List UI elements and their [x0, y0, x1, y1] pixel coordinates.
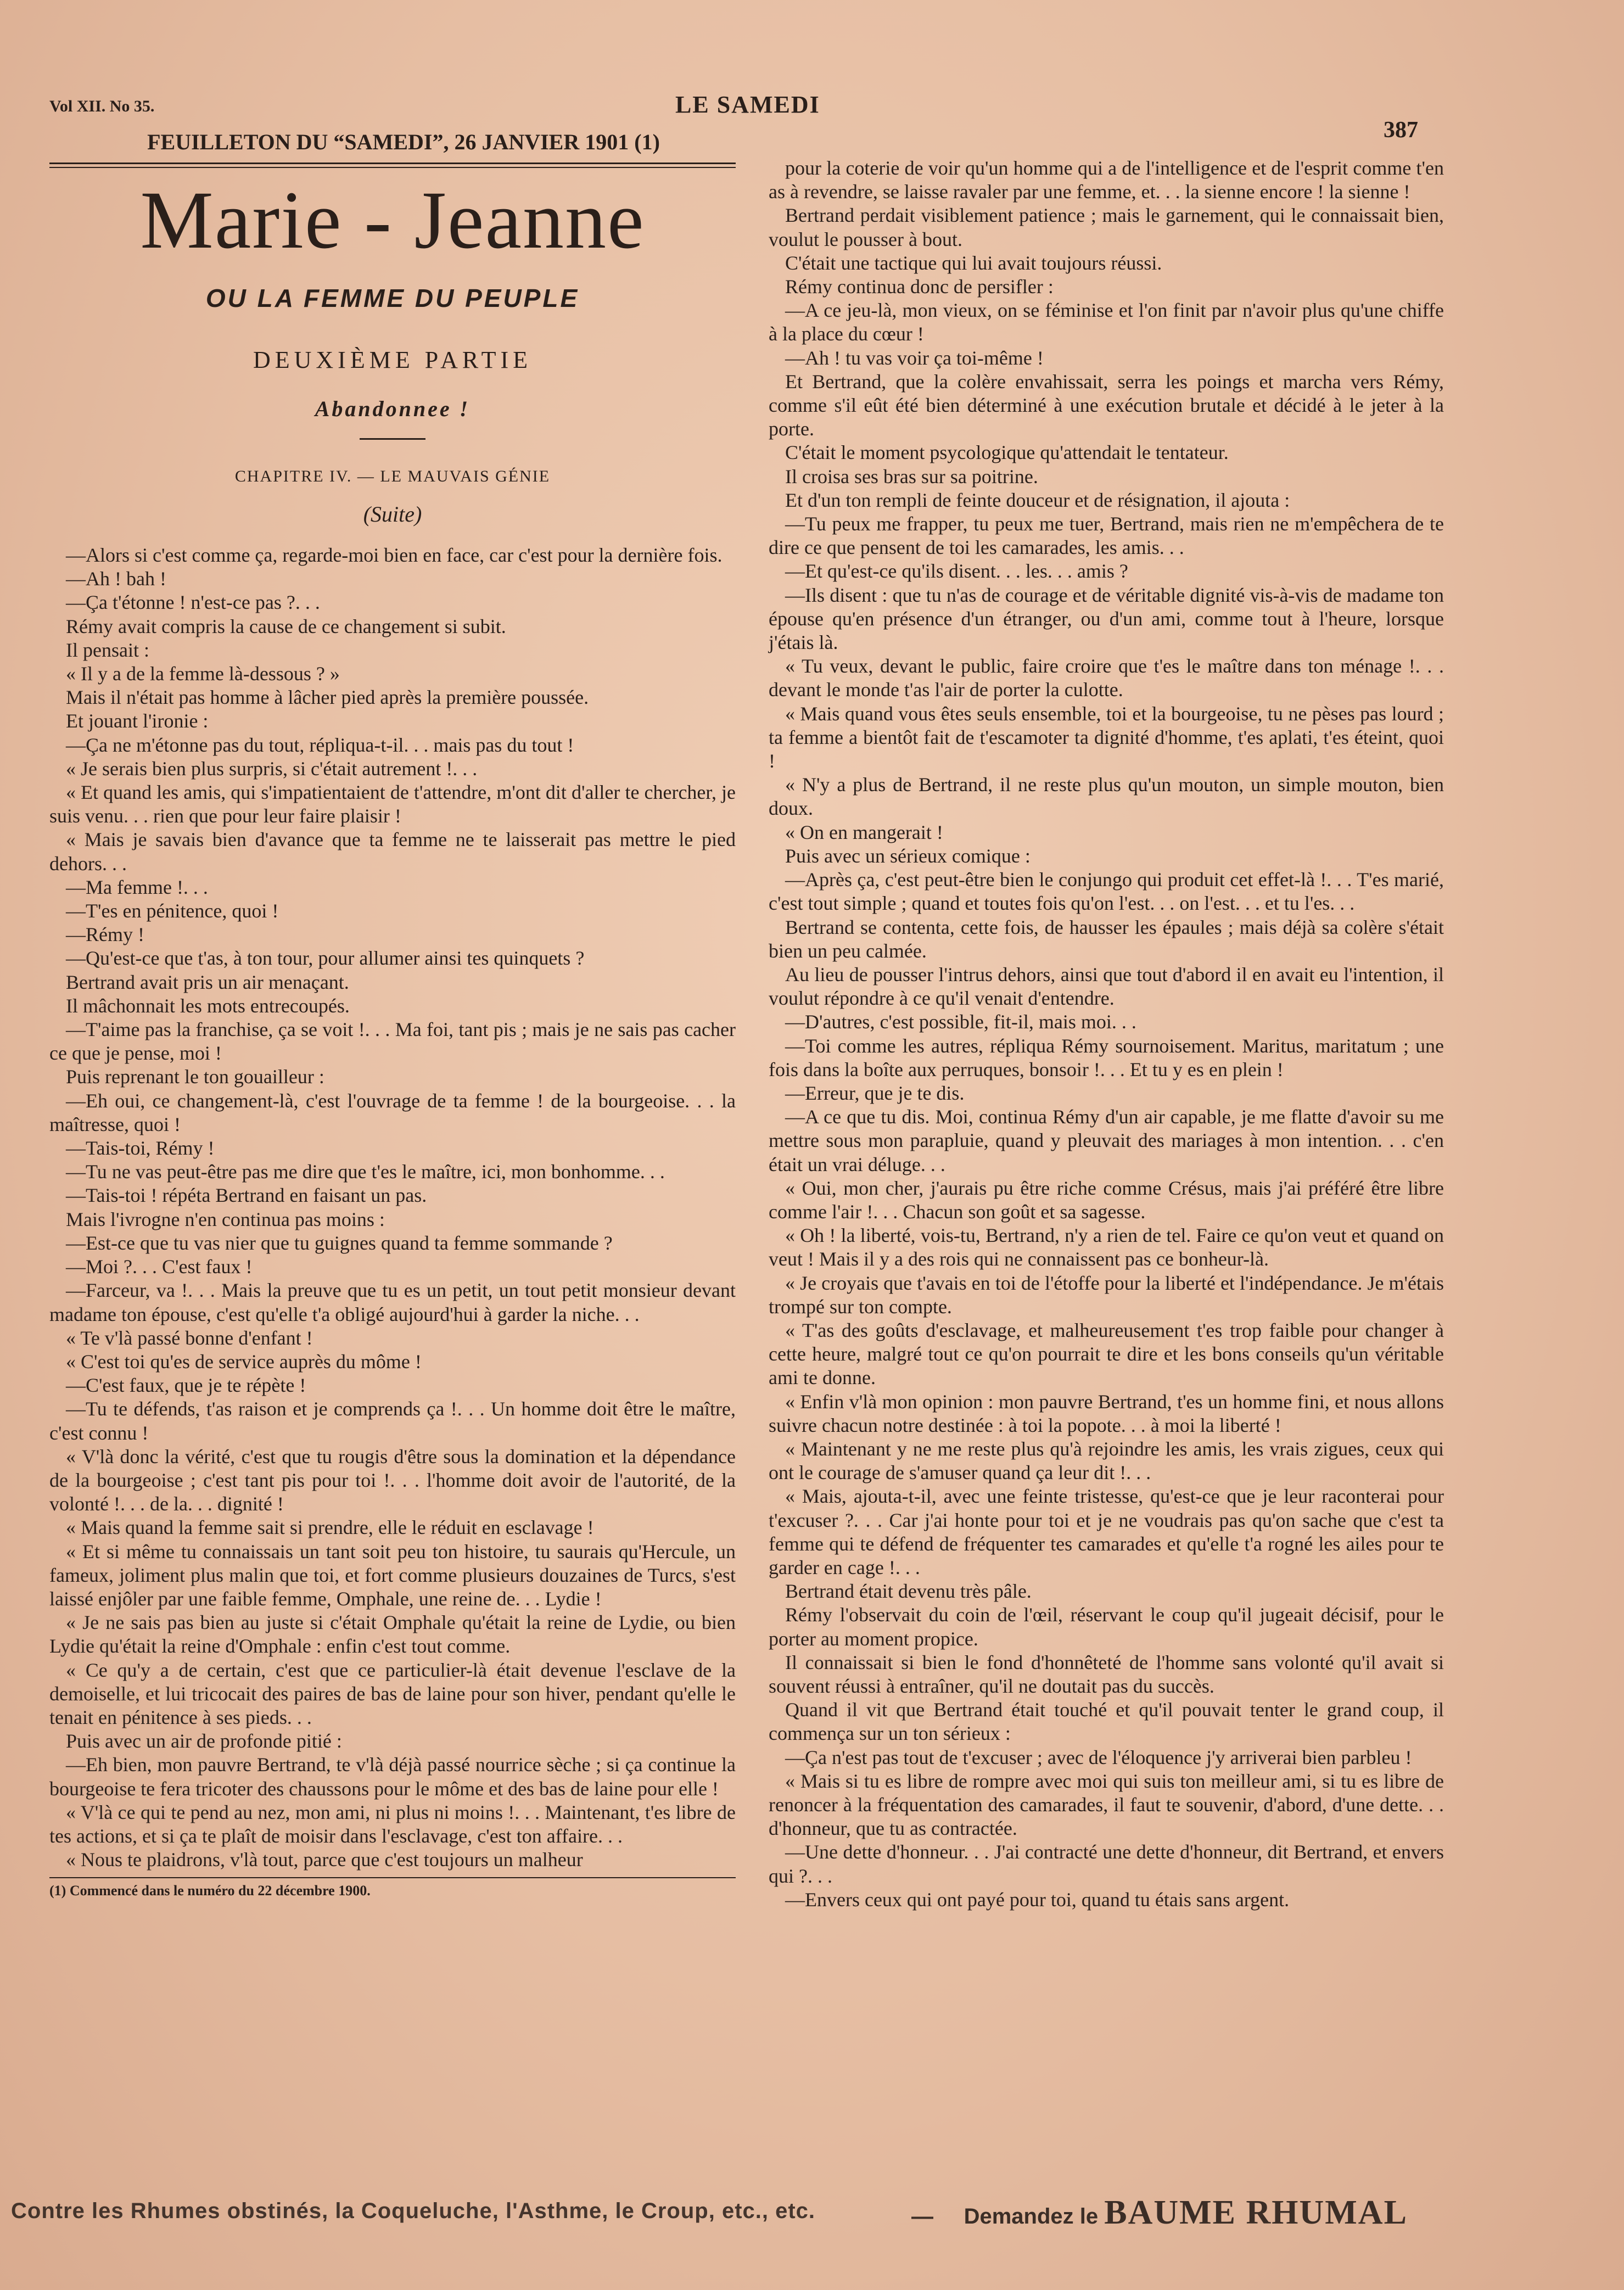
paragraph: « Je serais bien plus surpris, si c'était autrement !. . .: [66, 757, 478, 780]
paragraph: —Ma femme !. . .: [66, 876, 208, 898]
paragraph: —Ils disent : que tu n'as de courage et de véritable dignité vis-à-vis de madame ton épouse qu'en présence d'un étranger, ou d'un ami, comme tout à l'heure, lorsque j'étais là.: [769, 584, 1444, 654]
right-column: [769, 156, 1444, 1912]
paragraph: Quand il vit que Bertrand était touché et qu'il pouvait tenter le grand coup, il commença sur un ton sérieux :: [769, 1699, 1444, 1745]
part-heading: DEUXIÈME PARTIE: [253, 346, 533, 373]
ad-demandez: Demandez le: [964, 2204, 1099, 2229]
paragraph: —Eh bien, mon pauvre Bertrand, te v'là déjà passé nourrice sèche ; si ça continue la bourgeoise te fera tricoter des chaussons pour le môme et des bas de laine pour elle !: [49, 1754, 736, 1800]
story-subtitle: OU LA FEMME DU PEUPLE: [205, 284, 580, 312]
paragraph: Rémy l'observait du coin de l'œil, réservant le coup qu'il jugeait décisif, pour le porter au moment propice.: [769, 1604, 1444, 1650]
paragraph: « Oui, mon cher, j'aurais pu être riche comme Crésus, mais j'ai préféré être libre comme l'air !. . . Chacun son goût et sa sagesse.: [769, 1177, 1444, 1223]
paragraph: —Ça ne m'étonne pas du tout, répliqua-t-il. . . mais pas du tout !: [66, 734, 574, 756]
paragraph: —Alors si c'est comme ça, regarde-moi bien en face, car c'est pour la dernière fois.: [66, 544, 723, 566]
paragraph: Au lieu de pousser l'intrus dehors, ainsi que tout d'abord il en avait eu l'intention, il voulut répondre à ce qu'il venait d'entendre.: [769, 963, 1444, 1010]
paragraph: « Enfin v'là mon opinion : mon pauvre Bertrand, t'es un homme fini, et nous allons suivre chacun notre destinée : à toi la popote. . . à moi la liberté !: [769, 1390, 1444, 1436]
paragraph: « Mais si tu es libre de rompre avec moi qui suis ton meilleur ami, si tu es libre de renoncer à la fréquentation des camarades, il faut te souvenir, d'abord, d'une dette. . . d'honneur, que tu as contractée.: [769, 1770, 1444, 1840]
paragraph: Puis reprenant le ton gouailleur :: [66, 1066, 324, 1088]
paragraph: —Ça t'étonne ! n'est-ce pas ?. . .: [66, 591, 320, 614]
paragraph: —T'aime pas la franchise, ça se voit !. . . Ma foi, tant pis ; mais je ne sais pas cacher ce que je pense, moi !: [49, 1018, 736, 1065]
ad-text-left: Contre les Rhumes obstinés, la Coqueluche, l'Asthme, le Croup, etc., etc.: [11, 2199, 816, 2223]
ad-brand-name: BAUME RHUMAL: [1104, 2194, 1408, 2231]
paragraph: Puis avec un sérieux comique :: [785, 844, 1031, 867]
suite-label: (Suite): [363, 502, 422, 527]
paragraph: —Toi comme les autres, répliqua Rémy sournoisement. Maritus, maritatum ; une fois dans la boîte aux perruques, bonsoir !. . . Et tu y es en plein !: [769, 1034, 1444, 1080]
paragraph: —C'est faux, que je te répète !: [66, 1374, 306, 1397]
paragraph: Il mâchonnait les mots entrecoupés.: [66, 994, 350, 1017]
footnote-rule: [49, 1877, 736, 1878]
paragraph: « C'est toi qu'es de service auprès du môme !: [66, 1350, 422, 1373]
page-number: 387: [1384, 117, 1418, 143]
paragraph: —Tais-toi ! répéta Bertrand en faisant un pas.: [66, 1184, 427, 1207]
paragraph: —Ça n'est pas tout de t'excuser ; avec de l'éloquence j'y arriverai bien parbleu !: [785, 1746, 1412, 1768]
paragraph: —Eh oui, ce changement-là, c'est l'ouvrage de ta femme ! de la bourgeoise. . . la maîtresse, quoi !: [49, 1089, 736, 1135]
paragraph: —Après ça, c'est peut-être bien le conjungo qui produit cet effet-là !. . . T'es marié, c'est tout simple ; quand et toutes fois qu'on l'est. . . on l'est. . . et tu l'es. . .: [769, 869, 1444, 915]
paragraph: « Nous te plaidrons, v'là tout, parce que c'est toujours un malheur: [66, 1849, 583, 1871]
feuilleton-dateline: FEUILLETON DU “SAMEDI”, 26 JANVIER 1901 (1): [147, 130, 660, 154]
paragraph: « Tu veux, devant le public, faire croire que t'es le maître dans ton ménage !. . . devant le monde t'as l'air de porter la culotte.: [769, 655, 1444, 701]
short-rule: [360, 438, 425, 440]
paragraph: Puis avec un air de profonde pitié :: [66, 1730, 342, 1753]
paragraph: « Te v'là passé bonne d'enfant !: [66, 1326, 313, 1349]
paragraph: « V'là donc la vérité, c'est que tu rougis d'être sous la domination et la dépendance de la bourgeoise ; c'est tant pis pour toi !. . . l'homme doit avoir de l'autorité, de la volonté !. . . de la. . . dignité !: [49, 1445, 736, 1515]
paragraph: —Tu peux me frapper, tu peux me tuer, Bertrand, mais rien ne m'empêchera de te dire ce que pensent de toi les camarades, les amis. . .: [769, 513, 1444, 559]
paragraph: « Il y a de la femme là-dessous ? »: [66, 663, 340, 685]
paragraph: —Tu te défends, t'as raison et je comprends ça !. . . Un homme doit être le maître, c'est connu !: [49, 1398, 736, 1444]
paragraph: Et d'un ton rempli de feinte douceur et de résignation, il ajouta :: [785, 489, 1290, 511]
paragraph: —Ah ! tu vas voir ça toi-même !: [785, 346, 1044, 369]
paragraph: —A ce que tu dis. Moi, continua Rémy d'un air capable, je me flatte d'avoir su me mettre sous mon parapluie, quand y pleuvait des mariages à mon intention. . . c'en était un vrai déluge. . .: [769, 1106, 1444, 1175]
paragraph: Il connaissait si bien le fond d'honnêteté de l'homme sans volonté qu'il avait si souvent réussi à entraîner, qu'il ne doutait pas du succès.: [769, 1651, 1444, 1697]
paragraph: —Est-ce que tu vas nier que tu guignes quand ta femme sommande ?: [66, 1231, 613, 1254]
paragraph: —A ce jeu-là, mon vieux, on se féminise et l'on finit par n'avoir plus qu'une chiffe à la place du cœur !: [769, 299, 1444, 345]
paragraph: pour la coterie de voir qu'un homme qui a de l'intelligence et de l'esprit comme t'en as à revendre, se laisse ravaler par une femme, et. . . la sienne encore ! la sienne !: [769, 157, 1444, 203]
paragraph: Il croisa ses bras sur sa poitrine.: [785, 465, 1038, 488]
paragraph: « Je ne sais pas bien au juste si c'était Omphale qu'était la reine de Lydie, ou bien Lydie qu'était la reine d'Omphale : enfin c'est tout comme.: [49, 1611, 736, 1658]
paragraph: « T'as des goûts d'esclavage, et malheureusement t'es trop faible pour changer à cette heure, malgré tout ce qu'on pourrait te dire et les bons conseils qu'un véritable ami te donne.: [769, 1319, 1444, 1389]
paragraph: C'était une tactique qui lui avait toujours réussi.: [785, 251, 1162, 274]
paragraph: « Oh ! la liberté, vois-tu, Bertrand, n'y a rien de tel. Faire ce qu'on veut et quand on veut ! Mais il y a des rois qui ne connaissent pas ce bonheur-là.: [769, 1224, 1444, 1270]
paragraph: Bertrand était devenu très pâle.: [785, 1580, 1032, 1603]
newspaper-title: LE SAMEDI: [675, 91, 820, 118]
chapter-heading: CHAPITRE IV. — LE MAUVAIS GÉNIE: [234, 467, 551, 485]
double-rule: [49, 163, 736, 168]
ad-text-right: [911, 2193, 1408, 2232]
paragraph: —Qu'est-ce que t'as, à ton tour, pour allumer ainsi tes quinquets ?: [66, 947, 585, 970]
footer-advertisement: [11, 2193, 1438, 2237]
paragraph: C'était le moment psycologique qu'attendait le tentateur.: [785, 441, 1229, 464]
paragraph: « N'y a plus de Bertrand, il ne reste plus qu'un mouton, un simple mouton, bien doux.: [769, 774, 1444, 820]
part-title: Abandonnee !: [315, 396, 471, 421]
paragraph: « Mais, ajouta-t-il, avec une feinte tristesse, qu'est-ce que je leur raconterai pour t'excuser ?. . . Car j'ai honte pour toi et je ne voudrais pas qu'on sache que c'est ta femme qui te défend de fréquenter tes camarades et qu'elle t'a rogné les ailes pour te garder en cage !. . .: [769, 1485, 1444, 1578]
paragraph: Rémy continua donc de persifler :: [785, 276, 1054, 298]
paragraph: —Ah ! bah !: [66, 568, 166, 590]
paragraph: —Erreur, que je te dis.: [785, 1082, 965, 1104]
left-body-text: [49, 544, 736, 1872]
paragraph: « Et quand les amis, qui s'impatientaient de t'attendre, m'ont dit d'aller te chercher, je suis venu. . . rien que pour leur faire plaisir !: [49, 781, 736, 827]
paragraph: Bertrand avait pris un air menaçant.: [66, 971, 349, 993]
paragraph: « Mais quand vous êtes seuls ensemble, toi et la bourgeoise, tu ne pèses pas lourd ; ta femme a bientôt fait de t'escamoter ta dignité d'homme, t'es aplati, t'es éteint, quoi !: [769, 702, 1444, 772]
paragraph: « Mais je savais bien d'avance que ta femme ne te laisserait pas mettre le pied dehors. . .: [49, 828, 736, 875]
paragraph: Et Bertrand, que la colère envahissait, serra les poings et marcha vers Rémy, comme s'il eût été bien déterminé à une exécution brutale et décidé à le jeter à la porte.: [769, 370, 1444, 440]
paragraph: —Rémy !: [66, 923, 144, 946]
paragraph: Et jouant l'ironie :: [66, 710, 209, 732]
paragraph: —Une dette d'honneur. . . J'ai contracté une dette d'honneur, dit Bertrand, et envers qui ?. . .: [769, 1841, 1444, 1887]
paragraph: « Ce qu'y a de certain, c'est que ce particulier-là était devenue l'esclave de la demoiselle, et lui tricocait des paires de bas de laine pour son hiver, pendant qu'elle le tenait en pénitence à ses pieds. . .: [49, 1659, 736, 1728]
volume-number: Vol XII. No 35.: [49, 97, 155, 115]
paragraph: Mais il n'était pas homme à lâcher pied après la première poussée.: [66, 686, 589, 709]
paragraph: Bertrand se contenta, cette fois, de hausser les épaules ; mais déjà sa colère s'était bien un peu calmée.: [769, 916, 1444, 962]
paragraph: —Envers ceux qui ont payé pour toi, quand tu étais sans argent.: [785, 1888, 1290, 1911]
footnote: (1) Commencé dans le numéro du 22 décembre 1900.: [49, 1883, 371, 1899]
paragraph: « On en mangerait !: [785, 821, 943, 843]
paragraph: Mais l'ivrogne n'en continua pas moins :: [66, 1208, 385, 1230]
paragraph: « Je croyais que t'avais en toi de l'étoffe pour la liberté et l'indépendance. Je m'étais trompé sur ton compte.: [769, 1272, 1444, 1318]
paragraph: —Et qu'est-ce qu'ils disent. . . les. . . amis ?: [785, 560, 1128, 583]
right-body-text: [769, 156, 1444, 1912]
ad-dash: —: [911, 2204, 933, 2229]
paragraph: « Et si même tu connaissais un tant soit peu ton histoire, tu saurais qu'Hercule, un fameux, joliment plus malin que toi, et fort comme plusieurs douzaines de Turcs, s'est laissé enjôler par une faible femme, Omphale, une reine de. . . Lydie !: [49, 1540, 736, 1610]
paragraph: —Farceur, va !. . . Mais la preuve que tu es un petit, un tout petit monsieur devant madame ton épouse, c'est qu'elle t'a obligé aujourd'hui à garder la niche. . .: [49, 1279, 736, 1325]
paragraph: « V'là ce qui te pend au nez, mon ami, ni plus ni moins !. . . Maintenant, t'es libre de tes actions, et si ça te plaît de moisir dans l'esclavage, c'est ton affaire. . .: [49, 1801, 736, 1847]
paragraph: —Tu ne vas peut-être pas me dire que t'es le maître, ici, mon bonhomme. . .: [66, 1161, 665, 1183]
paragraph: Rémy avait compris la cause de ce changement si subit.: [66, 615, 506, 637]
paragraph: —T'es en pénitence, quoi !: [66, 900, 279, 922]
paragraph: Il pensait :: [66, 639, 149, 661]
story-title: Marie - Jeanne: [140, 175, 645, 266]
paragraph: —Moi ?. . . C'est faux !: [66, 1256, 253, 1278]
paragraph: Bertrand perdait visiblement patience ; mais le garnement, qui le connaissait bien, voulut le pousser à bout.: [769, 204, 1444, 250]
paragraph: « Maintenant y ne me reste plus qu'à rejoindre les amis, les vrais zigues, ceux qui ont le courage de s'amuser quand ça leur dit !. . .: [769, 1437, 1444, 1484]
paragraph: —Tais-toi, Rémy !: [66, 1137, 215, 1160]
paragraph: « Mais quand la femme sait si prendre, elle le réduit en esclavage !: [66, 1516, 594, 1539]
left-column: [49, 129, 736, 1899]
paragraph: —D'autres, c'est possible, fit-il, mais moi. . .: [785, 1011, 1136, 1033]
